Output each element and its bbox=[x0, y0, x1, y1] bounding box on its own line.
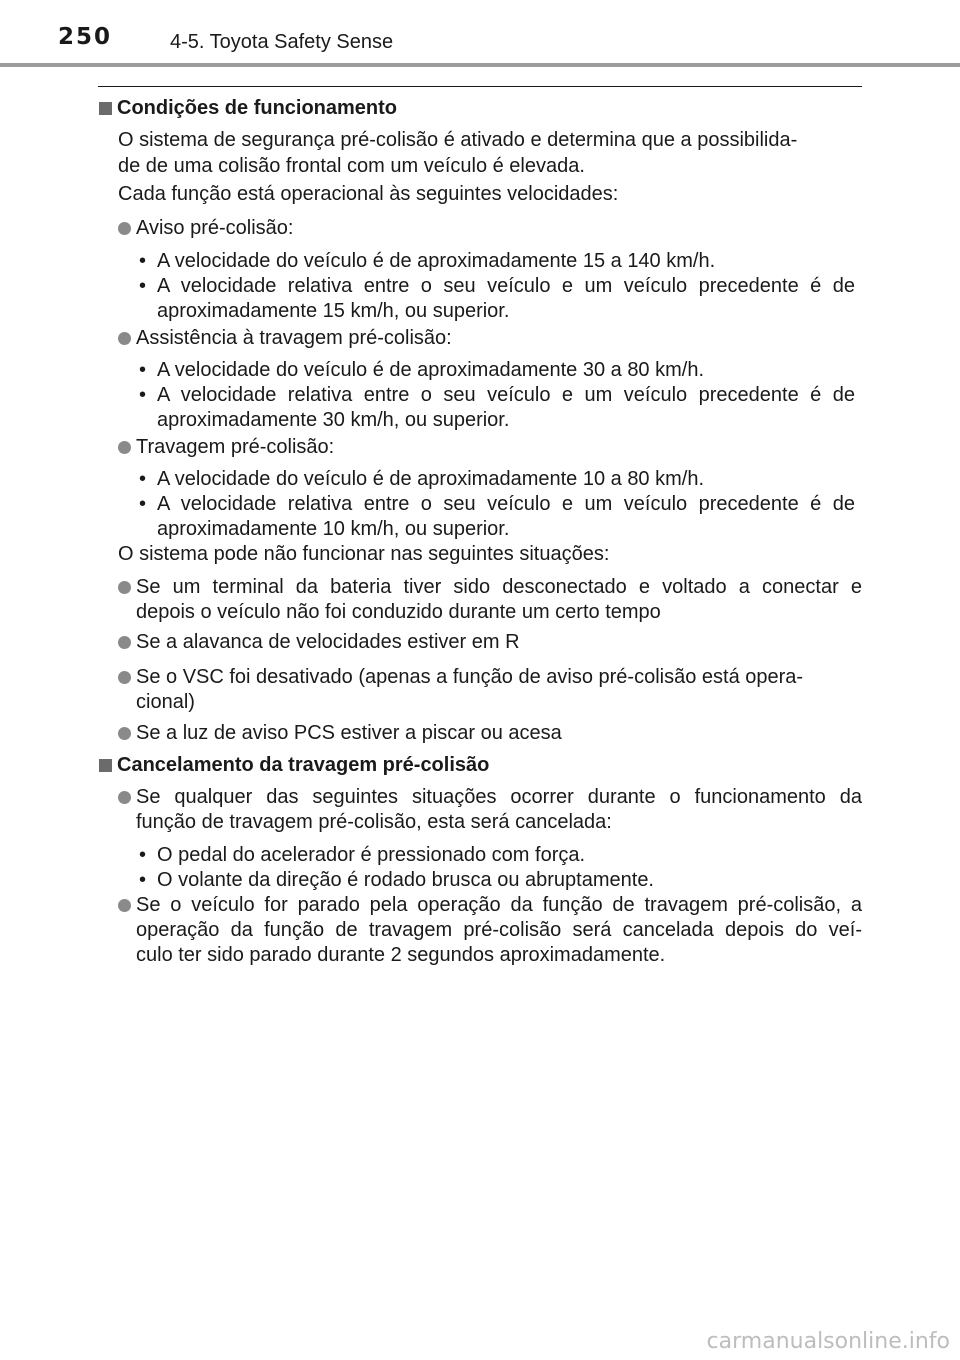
sub-bullet-mark: • bbox=[139, 384, 147, 406]
paragraph-line: O sistema de segurança pré-colisão é ativado e determina que a possibilida- bbox=[118, 129, 798, 151]
bullet-dot-icon bbox=[118, 222, 131, 235]
bullet-text: Se o VSC foi desativado (apenas a função de aviso pré-colisão está opera- bbox=[136, 666, 804, 688]
sub-item: A velocidade do veículo é de aproximadamente 30 a 80 km/h. bbox=[157, 359, 705, 381]
sub-item: A velocidade relativa entre o seu veículo e um veículo precedente é de bbox=[157, 493, 855, 515]
content-top-rule bbox=[98, 86, 862, 87]
sub-item: O volante da direção é rodado brusca ou abruptamente. bbox=[157, 869, 654, 891]
bullet-label: Aviso pré-colisão: bbox=[136, 217, 294, 239]
bullet-text-continuation: operação da função de travagem pré-colisão será cancelada depois do veí- bbox=[136, 919, 862, 941]
bullet-text-continuation: culo ter sido parado durante 2 segundos aproximadamente. bbox=[136, 944, 666, 966]
section-square-icon bbox=[99, 102, 112, 115]
sub-item: A velocidade relativa entre o seu veículo e um veículo precedente é de bbox=[157, 384, 855, 406]
section-heading-operation: Condições de funcionamento bbox=[117, 97, 398, 119]
bullet-dot-icon bbox=[118, 332, 131, 345]
paragraph-line: O sistema pode não funcionar nas seguintes situações: bbox=[118, 543, 610, 565]
bullet-text: Se a luz de aviso PCS estiver a piscar ou acesa bbox=[136, 722, 562, 744]
page-number: 250 bbox=[58, 24, 113, 50]
bullet-label: Travagem pré-colisão: bbox=[136, 436, 335, 458]
bullet-text-continuation: cional) bbox=[136, 691, 195, 713]
sub-bullet-mark: • bbox=[139, 250, 147, 272]
bullet-dot-icon bbox=[118, 727, 131, 740]
paragraph-line: Cada função está operacional às seguintes velocidades: bbox=[118, 183, 619, 205]
bullet-text-continuation: depois o veículo não foi conduzido durante um certo tempo bbox=[136, 601, 661, 623]
sub-item-continuation: aproximadamente 30 km/h, ou superior. bbox=[157, 409, 510, 431]
sub-bullet-mark: • bbox=[139, 844, 147, 866]
sub-item: A velocidade do veículo é de aproximadamente 10 a 80 km/h. bbox=[157, 468, 705, 490]
section-heading-cancel: Cancelamento da travagem pré-colisão bbox=[117, 754, 490, 776]
bullet-text: Se o veículo for parado pela operação da função de travagem pré-colisão, a bbox=[136, 894, 862, 916]
bullet-text-continuation: função de travagem pré-colisão, esta será cancelada: bbox=[136, 811, 612, 833]
sub-bullet-mark: • bbox=[139, 493, 147, 515]
bullet-text: Se a alavanca de velocidades estiver em R bbox=[136, 631, 520, 653]
page-header bbox=[0, 0, 960, 72]
bullet-dot-icon bbox=[118, 791, 131, 804]
bullet-dot-icon bbox=[118, 899, 131, 912]
bullet-dot-icon bbox=[118, 636, 131, 649]
paragraph-line: de de uma colisão frontal com um veículo é elevada. bbox=[118, 155, 585, 177]
watermark: carmanualsonline.info bbox=[706, 1329, 950, 1354]
sub-item: O pedal do acelerador é pressionado com força. bbox=[157, 844, 586, 866]
sub-bullet-mark: • bbox=[139, 468, 147, 490]
bullet-dot-icon bbox=[118, 441, 131, 454]
sub-item-continuation: aproximadamente 10 km/h, ou superior. bbox=[157, 518, 510, 540]
sub-bullet-mark: • bbox=[139, 359, 147, 381]
bullet-label: Assistência à travagem pré-colisão: bbox=[136, 327, 452, 349]
sub-item-continuation: aproximadamente 15 km/h, ou superior. bbox=[157, 300, 510, 322]
bullet-dot-icon bbox=[118, 581, 131, 594]
sub-bullet-mark: • bbox=[139, 275, 147, 297]
section-square-icon bbox=[99, 759, 112, 772]
header-rule bbox=[0, 63, 960, 67]
sub-item: A velocidade relativa entre o seu veículo e um veículo precedente é de bbox=[157, 275, 855, 297]
sub-bullet-mark: • bbox=[139, 869, 147, 891]
section-title: 4-5. Toyota Safety Sense bbox=[170, 31, 394, 53]
bullet-text: Se um terminal da bateria tiver sido desconectado e voltado a conectar e bbox=[136, 576, 862, 598]
bullet-text: Se qualquer das seguintes situações ocorrer durante o funcionamento da bbox=[136, 786, 862, 808]
bullet-dot-icon bbox=[118, 671, 131, 684]
sub-item: A velocidade do veículo é de aproximadamente 15 a 140 km/h. bbox=[157, 250, 716, 272]
